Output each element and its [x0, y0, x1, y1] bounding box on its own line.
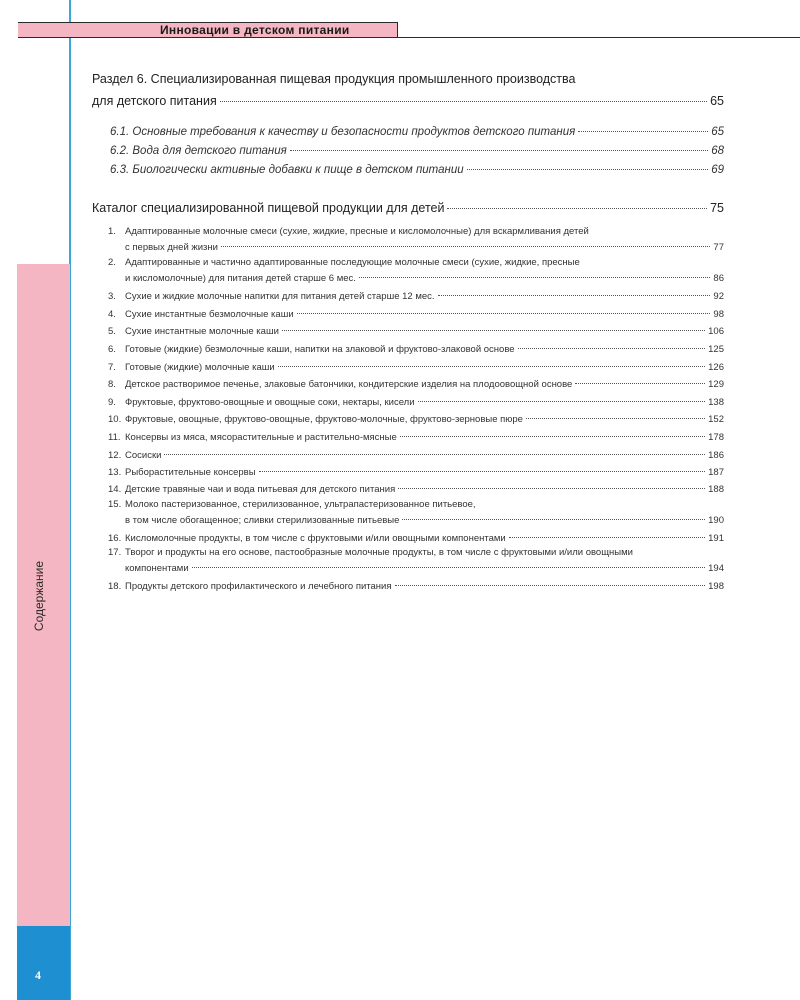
toc-entry-subsection[interactable]: [110, 160, 724, 176]
header-title: Инновации в детском питании: [160, 23, 350, 37]
toc-item-number: 17.: [108, 547, 122, 558]
header-rule: [398, 37, 800, 38]
toc-item-text: Сосиски: [125, 449, 162, 461]
toc-page: 152: [708, 413, 724, 425]
toc-item[interactable]: [108, 394, 724, 408]
toc-page: 77: [713, 241, 724, 253]
toc-item-text: Детские травяные чаи и вода питьевая для детского питания: [125, 483, 396, 495]
dot-leader: [578, 119, 708, 132]
toc-item[interactable]: [108, 512, 724, 526]
dot-leader: [220, 88, 707, 102]
toc-item[interactable]: [108, 288, 724, 302]
dot-leader: [221, 236, 710, 247]
toc-item-text: и кисломолочные) для питания детей старше 6 мес.: [125, 272, 356, 284]
toc-page: 65: [710, 93, 724, 108]
toc-page: 69: [711, 163, 724, 176]
toc-item-text: Сухие инстантные молочные каши: [125, 325, 279, 337]
toc-item[interactable]: [108, 411, 724, 425]
toc-item-number: 18.: [108, 580, 122, 592]
toc-item-number: 6.: [108, 343, 116, 355]
toc-entry-text: для детского питания: [92, 93, 217, 108]
toc-page: 86: [713, 272, 724, 284]
toc-item-text: Продукты детского профилактического и лечебного питания: [125, 580, 392, 592]
toc-entry-text: 6.3. Биологически активные добавки к пище в детском питании: [110, 163, 464, 176]
toc-item-text: Кисломолочные продукты, в том числе с фруктовыми и/или овощными компонентами: [125, 532, 506, 544]
dot-leader: [395, 575, 706, 586]
toc-page: 138: [708, 396, 724, 408]
toc-item[interactable]: [108, 270, 724, 284]
toc-item-text: Фруктовые, фруктово-овощные и овощные соки, нектары, кисели: [125, 396, 415, 408]
toc-item-text: в том числе обогащенное; сливки стерилизованные питьевые: [125, 514, 400, 526]
toc-item-number: 5.: [108, 325, 116, 337]
toc-item-number: 8.: [108, 378, 116, 390]
toc-item[interactable]: [108, 429, 724, 443]
toc-item-number: 13.: [108, 466, 122, 478]
toc-item-number: 1.: [108, 226, 116, 237]
toc-item-text: Сухие инстантные безмолочные каши: [125, 308, 294, 320]
toc-page: 129: [708, 378, 724, 390]
toc-item-text: Творог и продукты на его основе, пастообразные молочные продукты, в том числе с фруктовыми и/или овощными: [125, 547, 633, 558]
toc-item-text: Рыборастительные консервы: [125, 466, 256, 478]
toc-item-text: Консервы из мяса, мясорастительные и растительно-мясные: [125, 431, 397, 443]
toc-item[interactable]: [108, 530, 724, 544]
toc-item-number: 11.: [108, 431, 121, 443]
toc-item[interactable]: [108, 239, 724, 253]
toc-item[interactable]: [108, 323, 724, 337]
toc-item[interactable]: [108, 341, 724, 355]
toc-page: 125: [708, 343, 724, 355]
dot-leader: [402, 509, 705, 520]
toc-item-number: 10.: [108, 413, 122, 425]
dot-leader: [259, 461, 706, 472]
toc-entry-text: Каталог специализированной пищевой продукции для детей: [92, 200, 445, 215]
toc-page: 190: [708, 514, 724, 526]
dot-leader: [359, 267, 710, 278]
dot-leader: [509, 527, 705, 538]
toc-item-text: Детское растворимое печенье, злаковые батончики, кондитерские изделия на плодоовощной основе: [125, 378, 573, 390]
dot-leader: [518, 338, 706, 349]
toc-item[interactable]: [108, 376, 724, 390]
dot-leader: [447, 195, 707, 209]
toc-item-number: 9.: [108, 396, 116, 408]
sidebar-section-label: Содержание: [32, 560, 46, 632]
toc-page: 106: [708, 325, 724, 337]
toc-entry-catalog[interactable]: [92, 198, 724, 215]
toc-item-number: 12.: [108, 449, 122, 461]
toc-page: 187: [708, 466, 724, 478]
toc-item-number: 15.: [108, 499, 122, 510]
toc-page: 188: [708, 483, 724, 495]
toc-item-text: Молоко пастеризованное, стерилизованное, ультрапастеризованное питьевое,: [125, 499, 476, 510]
toc-item[interactable]: [108, 447, 724, 461]
toc-entry-section[interactable]: [92, 91, 724, 108]
dot-leader: [400, 426, 705, 437]
dot-leader: [418, 391, 706, 402]
toc-page: 75: [710, 200, 724, 215]
toc-item-number: 16.: [108, 532, 122, 544]
toc-page: 68: [711, 144, 724, 157]
toc-page: 98: [713, 308, 724, 320]
toc-page: 194: [708, 562, 724, 574]
toc-entry-text: 6.2. Вода для детского питания: [110, 144, 287, 157]
dot-leader: [192, 557, 705, 568]
toc-item-number: 14.: [108, 483, 122, 495]
dot-leader: [297, 303, 711, 314]
toc-page: 198: [708, 580, 724, 592]
toc-item-text: Адаптированные молочные смеси (сухие, жидкие, пресные и кисломолочные) для вскармливания детей: [125, 226, 589, 237]
dot-leader: [164, 444, 705, 455]
toc-item-text: с первых дней жизни: [125, 241, 218, 253]
toc-page: 186: [708, 449, 724, 461]
dot-leader: [575, 373, 705, 384]
dot-leader: [438, 285, 711, 296]
toc-item[interactable]: [108, 464, 724, 478]
toc-item-text: Сухие и жидкие молочные напитки для питания детей старше 12 мес.: [125, 290, 435, 302]
toc-item[interactable]: [108, 578, 724, 592]
toc-item-number: 3.: [108, 290, 116, 302]
dot-leader: [290, 138, 708, 151]
dot-leader: [282, 320, 705, 331]
sidebar-blue-block: [17, 926, 70, 1000]
page-number: 4: [35, 968, 41, 982]
toc-item[interactable]: [108, 481, 724, 495]
toc-item-text: Готовые (жидкие) молочные каши: [125, 361, 275, 373]
dot-leader: [398, 478, 705, 489]
section-title: Раздел 6. Специализированная пищевая продукция промышленного производства: [92, 72, 576, 86]
toc-page: 191: [708, 532, 724, 544]
toc-page: 178: [708, 431, 724, 443]
toc-item-number: 7.: [108, 361, 116, 373]
toc-item[interactable]: [108, 306, 724, 320]
toc-item[interactable]: [108, 359, 724, 373]
dot-leader: [467, 157, 709, 170]
toc-item[interactable]: [108, 560, 724, 574]
toc-entry-text: 6.1. Основные требования к качеству и безопасности продуктов детского питания: [110, 125, 576, 138]
toc-entry-subsection[interactable]: [110, 122, 724, 138]
toc-page: 126: [708, 361, 724, 373]
dot-leader: [278, 356, 705, 367]
toc-item-number: 2.: [108, 257, 116, 268]
toc-entry-subsection[interactable]: [110, 141, 724, 157]
toc-item-text: Готовые (жидкие) безмолочные каши, напитки на злаковой и фруктово-злаковой основе: [125, 343, 515, 355]
toc-page: 65: [711, 125, 724, 138]
dot-leader: [526, 408, 705, 419]
toc-item-number: 4.: [108, 308, 116, 320]
toc-item-text: компонентами: [125, 562, 189, 574]
toc-item-text: Адаптированные и частично адаптированные последующие молочные смеси (сухие, жидкие, пресные: [125, 257, 580, 268]
toc-item-text: Фруктовые, овощные, фруктово-овощные, фруктово-молочные, фруктово-зерновые пюре: [125, 413, 523, 425]
toc-page: 92: [713, 290, 724, 302]
